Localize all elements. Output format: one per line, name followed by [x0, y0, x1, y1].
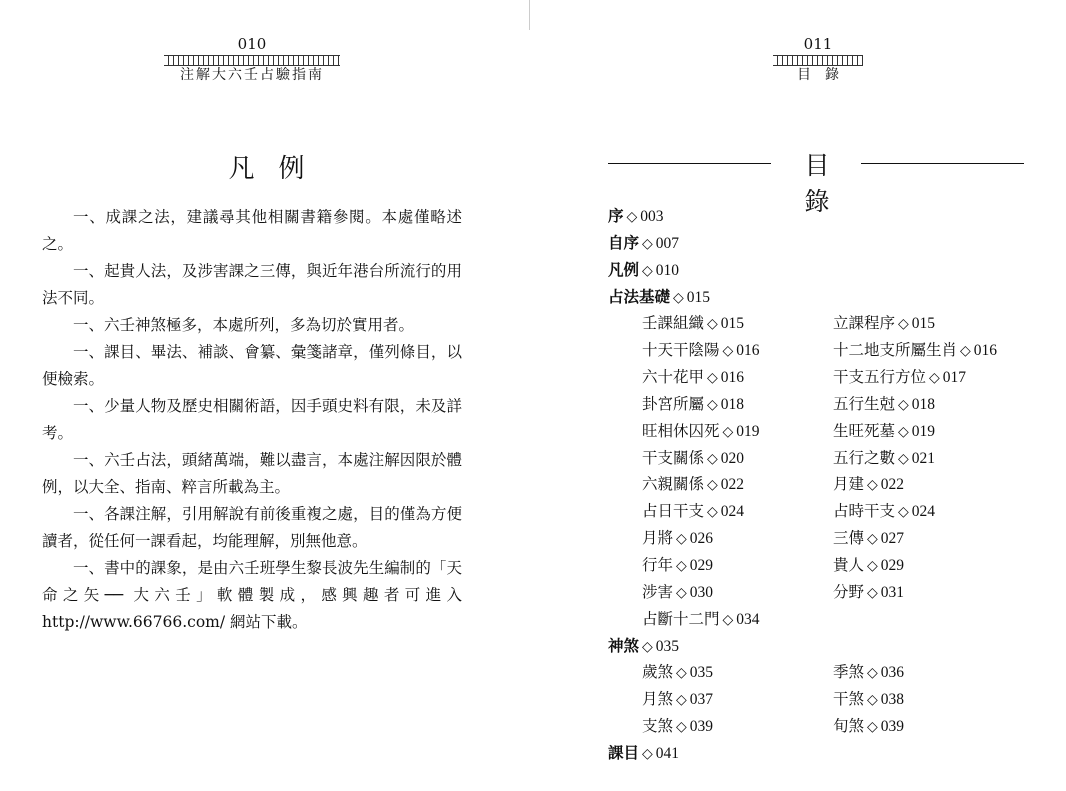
toc-entry-label: 占日干支 [642, 502, 705, 521]
toc-entry[interactable] [833, 552, 904, 580]
toc-chapter-row [608, 230, 1048, 257]
toc-entry-label: 分野 [833, 582, 865, 601]
toc-entry-page: 016 [973, 342, 998, 360]
toc-title: 目錄 [804, 151, 852, 216]
toc-entry[interactable] [642, 471, 744, 499]
diamond-icon: ◇ [867, 692, 878, 709]
toc-subsection-row [608, 364, 1048, 391]
toc-entry-label: 旬煞 [833, 717, 865, 736]
heading-rule-left [608, 163, 771, 164]
toc-entry[interactable] [642, 391, 744, 419]
toc-entry[interactable] [642, 579, 713, 607]
toc-entry[interactable] [608, 740, 679, 769]
diamond-icon: ◇ [898, 316, 909, 333]
diamond-icon: ◇ [722, 423, 734, 440]
guideline-paragraph: 一、書中的課象，是由六壬班學生黎長波先生編制的「天命之矢── 大六壬」軟體製成，感興趣者可進入http://www.66766.com/ 網站下載。 [42, 559, 462, 631]
diamond-icon: ◇ [722, 343, 734, 360]
toc-subsection-row [608, 310, 1048, 337]
diamond-icon: ◇ [722, 611, 734, 628]
toc-entry-page: 022 [720, 476, 745, 494]
toc-entry[interactable] [833, 310, 935, 338]
right-page [533, 0, 1066, 791]
toc-entry-label: 序 [608, 207, 624, 225]
toc-subsection-row [608, 418, 1048, 445]
toc-entry-page: 027 [880, 530, 905, 548]
toc-entry-label: 月將 [642, 529, 674, 548]
diamond-icon: ◇ [626, 210, 638, 225]
diamond-icon: ◇ [707, 396, 718, 413]
diamond-icon: ◇ [898, 450, 909, 467]
toc-entry[interactable] [833, 445, 935, 473]
toc-entry-label: 課目 [608, 743, 640, 762]
toc-entry[interactable] [833, 525, 904, 553]
toc-chapter-row [608, 257, 1048, 284]
toc-heading [608, 146, 1024, 216]
toc-entry-page: 007 [655, 234, 680, 252]
toc-entry-label: 貴人 [833, 555, 865, 574]
diamond-icon: ◇ [676, 557, 687, 574]
toc-subsection-row [608, 471, 1048, 498]
toc-entry-page: 021 [911, 449, 936, 467]
diamond-icon: ◇ [867, 531, 878, 548]
toc-chapter-row [608, 740, 1048, 767]
toc-entry[interactable] [642, 364, 744, 392]
toc-entry-label: 占時干支 [833, 502, 896, 521]
diamond-icon: ◇ [676, 665, 687, 682]
left-running-title: 注解大六壬占驗指南 [180, 67, 324, 83]
toc-entry[interactable] [833, 686, 904, 714]
toc-subsection-row [608, 579, 1048, 606]
toc-entry[interactable] [833, 337, 997, 365]
diamond-icon: ◇ [898, 504, 909, 521]
toc-entry-label: 立課程序 [833, 314, 896, 333]
toc-subsection-row [608, 686, 1048, 713]
toc-subsection-row [608, 525, 1048, 552]
guideline-paragraph: 一、六壬占法，頭緒萬端，難以盡言，本處注解因限於體例，以大全、指南、粹言所載為主。 [42, 451, 462, 496]
diamond-icon: ◇ [898, 423, 909, 440]
toc-entry[interactable] [642, 686, 713, 714]
toc-entry[interactable] [642, 552, 713, 580]
toc-entry-page: 041 [655, 744, 680, 762]
toc-entry-label: 月建 [833, 475, 865, 494]
toc-entry-label: 干支關係 [642, 448, 705, 467]
toc-entry-label: 十天干陰陽 [642, 341, 720, 360]
toc-subsection-row [608, 445, 1048, 472]
diamond-icon: ◇ [898, 396, 909, 413]
toc-entry-page: 036 [880, 664, 905, 682]
toc-entry[interactable] [642, 659, 713, 687]
toc-entry-label: 支煞 [642, 717, 674, 736]
table-of-contents [608, 203, 1048, 767]
toc-entry-page: 024 [720, 503, 745, 521]
guidelines-body [42, 204, 462, 636]
toc-entry-label: 三傳 [833, 529, 865, 548]
toc-subsection-row [608, 552, 1048, 579]
guideline-paragraph: 一、成課之法，建議尋其他相關書籍參閱。本處僅略述之。 [42, 208, 462, 253]
toc-entry[interactable] [833, 364, 966, 392]
toc-entry-page: 038 [880, 691, 905, 709]
guideline-paragraph: 一、各課注解，引用解說有前後重複之處，目的僅為方便讀者，從任何一課看起，均能理解，別無他意。 [42, 505, 462, 550]
toc-entry-label: 卦宮所屬 [642, 394, 705, 413]
toc-entry[interactable] [833, 713, 904, 741]
toc-entry-label: 涉害 [642, 582, 674, 601]
toc-entry-label: 占斷十二門 [642, 609, 720, 628]
toc-entry[interactable] [642, 525, 713, 553]
diamond-icon: ◇ [676, 584, 687, 601]
right-page-number: 011 [803, 35, 833, 53]
toc-entry-label: 季煞 [833, 663, 865, 682]
diamond-icon: ◇ [676, 531, 687, 548]
toc-entry[interactable] [642, 418, 760, 446]
diamond-icon: ◇ [642, 639, 653, 655]
toc-entry-page: 029 [689, 556, 714, 574]
toc-entry[interactable] [608, 633, 679, 662]
diamond-icon: ◇ [707, 450, 718, 467]
toc-entry-page: 026 [689, 530, 714, 548]
diamond-icon: ◇ [867, 584, 878, 601]
toc-entry-label: 生旺死墓 [833, 421, 896, 440]
toc-entry-page: 035 [655, 637, 680, 655]
toc-entry-page: 022 [880, 476, 905, 494]
toc-entry-page: 039 [689, 718, 714, 736]
toc-entry-page: 039 [880, 718, 905, 736]
toc-subsection-row [608, 713, 1048, 740]
toc-entry[interactable] [833, 418, 935, 446]
toc-entry-label: 干煞 [833, 690, 865, 709]
toc-entry[interactable] [833, 498, 935, 526]
toc-entry[interactable] [642, 337, 760, 365]
toc-subsection-row [608, 337, 1048, 364]
left-page-number: 010 [237, 35, 267, 53]
toc-entry[interactable] [833, 471, 904, 499]
toc-entry[interactable] [642, 445, 744, 473]
toc-entry-page: 037 [689, 691, 714, 709]
toc-entry-page: 035 [689, 664, 714, 682]
diamond-icon: ◇ [867, 477, 878, 494]
diamond-icon: ◇ [642, 746, 653, 762]
guideline-paragraph: 一、六壬神煞極多，本處所列，多為切於實用者。 [73, 316, 415, 334]
toc-entry-page: 029 [880, 556, 905, 574]
toc-entry[interactable] [833, 391, 935, 419]
diamond-icon: ◇ [707, 477, 718, 494]
toc-entry[interactable] [642, 498, 744, 526]
toc-entry-label: 旺相休囚死 [642, 421, 720, 440]
toc-entry-page: 019 [911, 422, 936, 440]
toc-subsection-row [608, 659, 1048, 686]
toc-entry[interactable] [608, 257, 679, 286]
toc-entry-page: 019 [736, 422, 760, 440]
toc-entry-page: 034 [736, 610, 760, 628]
toc-entry[interactable] [608, 284, 710, 313]
toc-entry-label: 五行生尅 [833, 394, 896, 413]
toc-entry-page: 024 [911, 503, 936, 521]
toc-chapter-row [608, 203, 1048, 230]
diamond-icon: ◇ [867, 665, 878, 682]
toc-chapter-row [608, 633, 1048, 660]
section-title: 凡例 [228, 154, 329, 184]
diamond-icon: ◇ [867, 719, 878, 736]
toc-entry[interactable] [642, 606, 760, 634]
toc-entry-label: 六十花甲 [642, 368, 705, 387]
fret-ornament-band [164, 55, 340, 66]
toc-chapter-row [608, 284, 1048, 311]
toc-entry[interactable] [833, 579, 904, 607]
toc-entry-label: 凡例 [608, 260, 640, 279]
toc-entry-label: 自序 [608, 233, 640, 252]
toc-entry-page: 017 [942, 369, 967, 387]
toc-entry-label: 干支五行方位 [833, 368, 927, 387]
diamond-icon: ◇ [642, 263, 653, 279]
guideline-paragraph: 一、課目、畢法、補談、會纂、彙箋諸章，僅列條目，以便檢索。 [42, 343, 462, 388]
toc-entry[interactable] [608, 230, 679, 259]
toc-entry-page: 031 [880, 583, 905, 601]
toc-entry-page: 030 [689, 583, 714, 601]
toc-entry-label: 五行之數 [833, 448, 896, 467]
diamond-icon: ◇ [707, 504, 718, 521]
toc-entry-label: 行年 [642, 555, 674, 574]
toc-entry-page: 015 [720, 315, 745, 333]
toc-subsection-row [608, 391, 1048, 418]
diamond-icon: ◇ [960, 343, 971, 360]
diamond-icon: ◇ [642, 236, 653, 252]
toc-entry-label: 月煞 [642, 690, 674, 709]
toc-entry-page: 015 [686, 288, 711, 306]
toc-entry-page: 010 [655, 261, 680, 279]
toc-entry-label: 壬課組織 [642, 314, 705, 333]
toc-entry-label: 占法基礎 [608, 287, 671, 306]
fret-ornament-band [773, 55, 863, 66]
right-running-header [773, 36, 863, 83]
diamond-icon: ◇ [673, 290, 684, 306]
heading-rule-right [861, 163, 1024, 164]
diamond-icon: ◇ [676, 692, 687, 709]
toc-subsection-row [608, 606, 1048, 633]
toc-entry[interactable] [833, 659, 904, 687]
toc-entry-page: 018 [720, 395, 745, 413]
toc-entry-label: 六親關係 [642, 475, 705, 494]
toc-entry-label: 十二地支所屬生肖 [833, 341, 958, 360]
toc-entry-page: 016 [720, 369, 745, 387]
left-running-header [163, 36, 341, 83]
toc-entry-page: 020 [720, 449, 745, 467]
toc-entry[interactable] [642, 310, 744, 338]
diamond-icon: ◇ [929, 370, 940, 387]
toc-entry-page: 016 [736, 342, 760, 360]
toc-entry-page: 015 [911, 315, 936, 333]
toc-entry[interactable] [608, 203, 664, 232]
toc-entry-label: 歲煞 [642, 663, 674, 682]
toc-entry-page: 018 [911, 395, 936, 413]
diamond-icon: ◇ [676, 719, 687, 736]
diamond-icon: ◇ [707, 370, 718, 387]
guideline-paragraph: 一、起貴人法，及涉害課之三傳，與近年港台所流行的用法不同。 [42, 262, 462, 307]
toc-entry-label: 神煞 [608, 636, 640, 655]
toc-entry-page: 003 [640, 208, 664, 225]
diamond-icon: ◇ [867, 557, 878, 574]
guideline-paragraph: 一、少量人物及歷史相關術語，因手頭史料有限，未及詳考。 [42, 397, 462, 442]
right-running-title: 目錄 [797, 67, 853, 83]
diamond-icon: ◇ [707, 316, 718, 333]
toc-subsection-row [608, 498, 1048, 525]
toc-entry[interactable] [642, 713, 713, 741]
